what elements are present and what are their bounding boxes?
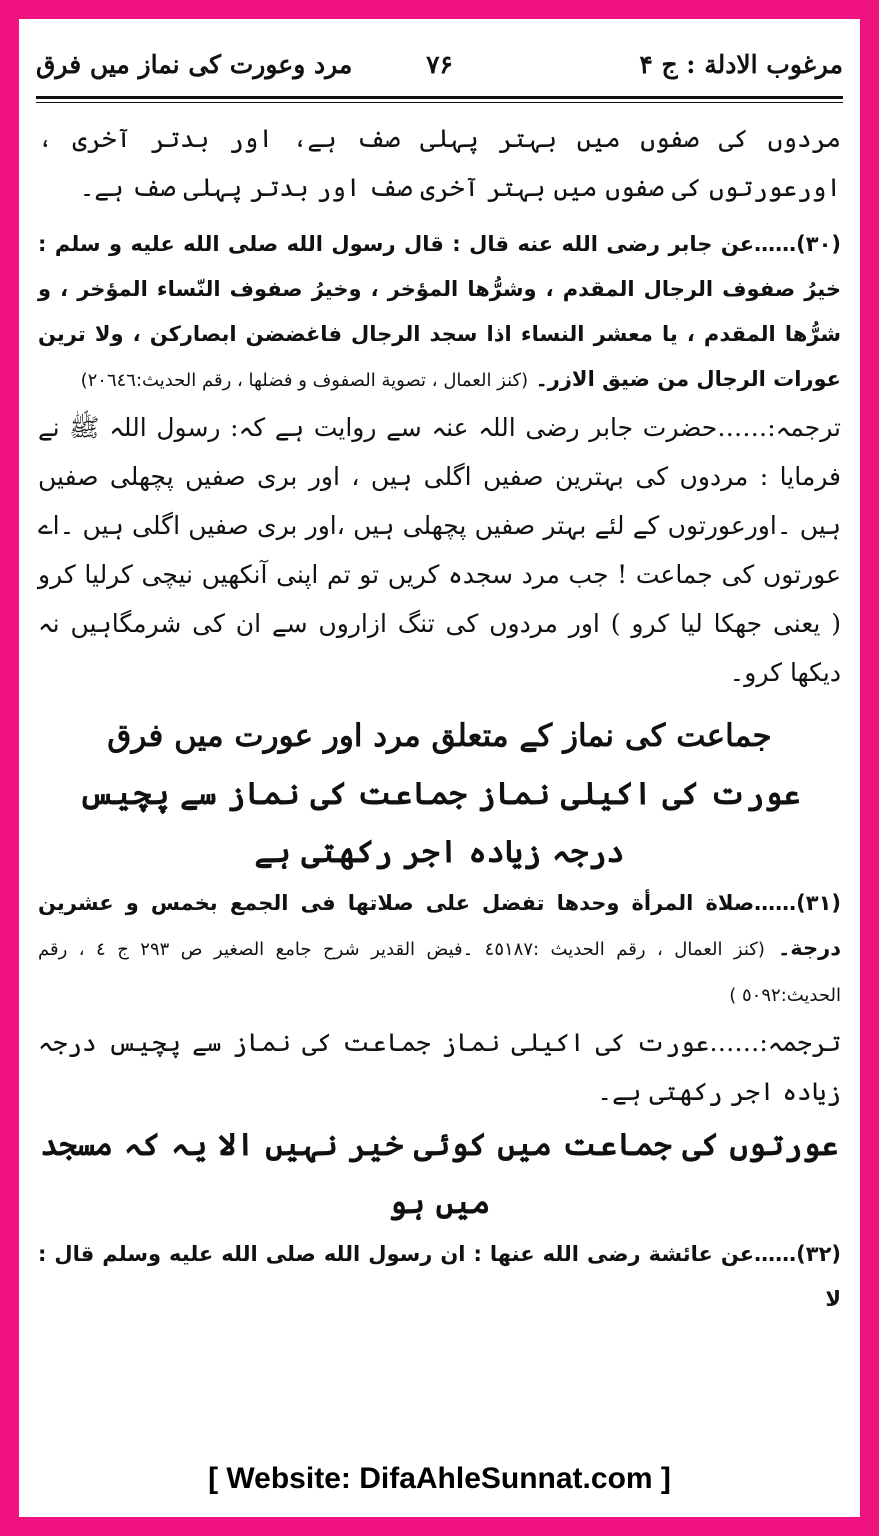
hadith-reference: (كنز العمال ، رقم الحديث :٤٥١٨٧ ۔فیض القدیر شرح جامع الصغیر ص ٢٩٣ ج ٤ ، رقم الحديث:٥٠٩٢ )	[38, 939, 841, 1006]
hadith-number: (۳۲)	[796, 1242, 841, 1266]
header-rule-thin	[36, 102, 843, 103]
hadith-32	[38, 1232, 841, 1322]
section-heading: جماعت کی نماز کے متعلق مرد اور عورت میں فرق	[107, 718, 772, 754]
hadith-text: ……عن جابر رضی الله عنه قال : قال رسول الله صلى الله عليه و سلم : خيرُ صفوف الرجال المقدم ، وشرُّها المؤخر ، وخيرُ صفوف النّساء المؤخر ، و شرُّها المقدم ، يا معشر النساء اذا سجد الرجال فاغضضن ابصاركن ، ولا ترين عورات الرجال من ضيق الازر۔	[38, 232, 841, 391]
hadith-number: (۳۱)	[796, 891, 841, 915]
paragraph-intro: مردوں کی صفوں میں بہتر پہلی صف ہے، اور بدتر آخری ، اورعورتوں کی صفوں میں بہتر آخری صف اور بدتر پہلی صف ہے۔	[38, 124, 841, 202]
chapter-title: مرد وعورت کی نماز میں فرق	[36, 50, 353, 79]
header-rule	[36, 96, 843, 99]
hadith-reference: (كنز العمال ، تصوية الصفوف و فضلها ، رقم الحديث:٢٠٦٤٦)	[80, 370, 529, 391]
hadith-31	[38, 881, 841, 1018]
book-title: مرغوب الادلة : ج ۴	[639, 50, 843, 79]
hadith-text: ……عن عائشة رضی الله عنها : ان رسول الله صلى الله عليه وسلم قال : لا	[38, 1242, 841, 1311]
page-number: ۷۶	[426, 50, 453, 79]
page-body	[38, 114, 841, 1322]
sub-heading: عورتوں کی جماعت میں کوئی خیر نہیں الا یہ کہ مسجد میں ہو	[40, 1127, 839, 1221]
sub-heading: عورت کی اکیلی نماز جماعت کی نماز سے پچیس درجہ زیادہ اجر رکھتی ہے	[78, 776, 801, 870]
hadith-30	[38, 222, 841, 403]
hadith-number: (۳۰)	[796, 232, 841, 256]
hadith-text: ……صلاة المرأة وحدها تفضل على صلاتها فى الجمع بخمس و عشرين درجة۔	[38, 891, 842, 960]
running-header	[36, 44, 843, 88]
website-footer: [ Website: DifaAhleSunnat.com ]	[208, 1462, 671, 1495]
translation-31: ترجمہ:……عورت کی اکیلی نماز جماعت کی نماز سے پچیس درجہ زیادہ اجر رکھتی ہے۔	[38, 1028, 841, 1106]
translation-30: ترجمہ:……حضرت جابر رضی اللہ عنہ سے روایت ہے کہ: رسول اللہ ﷺ نے فرمایا : مردوں کی بہترین صفیں اگلی ہیں ، اور بری صفیں پچھلی صفیں ہیں ۔اورعورتوں کے لئے بہتر صفیں پچھلی ہیں ،اور بری صفیں اگلی ہیں ۔اے عورتوں کی جماعت ! جب مرد سجدہ کریں تو تم اپنی آنکھیں نیچی کرلیا کرو ( یعنی جھکا لیا کرو ) اور مردوں کی تنگ ازاروں سے ان کی شرمگاہیں نہ دیکھا کرو۔	[38, 413, 841, 687]
